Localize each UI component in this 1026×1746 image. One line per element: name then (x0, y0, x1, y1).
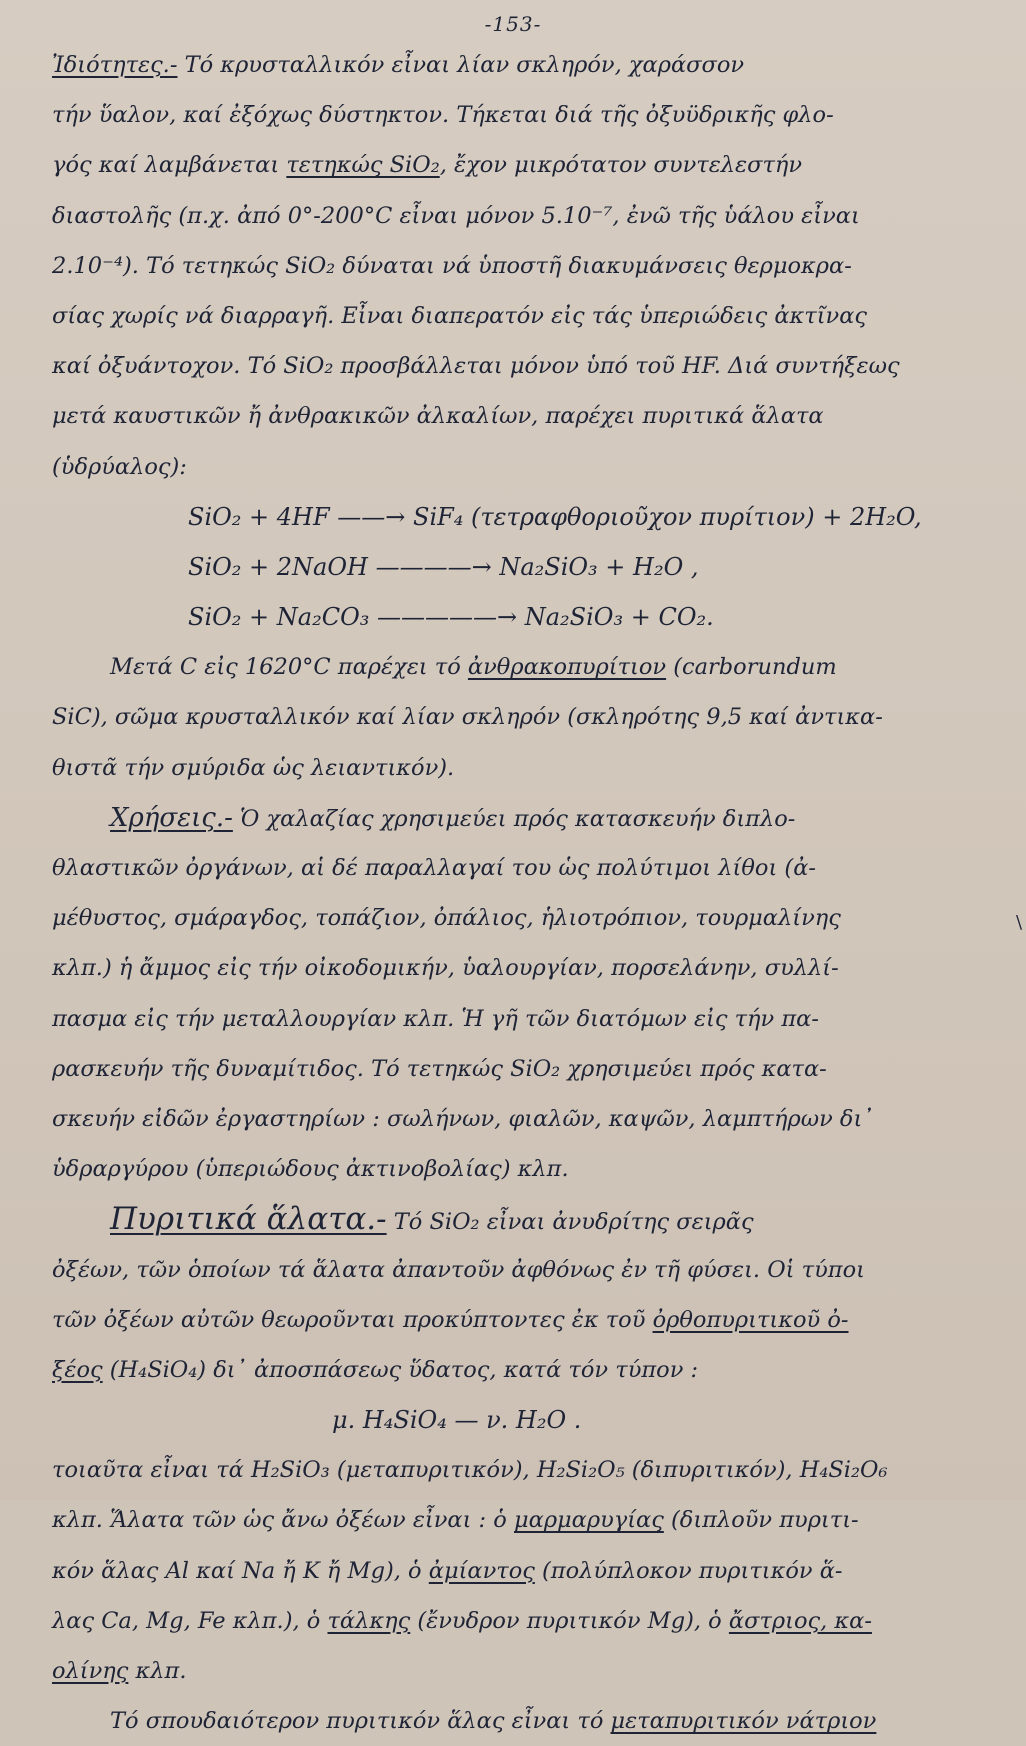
line-text-tail: (ἔνυδρον πυριτικόν Mg), ὁ (410, 1607, 729, 1634)
text-line (52, 492, 982, 542)
line-text-tail: (διπλοῦν πυριτι- (663, 1507, 859, 1534)
line-text: καί ὀξυάντοχον. Τό SiO₂ προσβάλλεται μόνον ὑπό τοῦ HF. Διά συντήξεως (52, 353, 900, 380)
text-line (52, 391, 982, 441)
line-text-tail: , ἔχον μικρότατον συντελεστήν (439, 152, 803, 179)
underlined-term: Πυριτικά ἅλατα.- (110, 1201, 387, 1238)
text-line (52, 943, 982, 993)
text-line (52, 692, 982, 742)
text-line (52, 893, 982, 943)
line-text: SiC), σῶμα κρυσταλλικόν καί λίαν σκληρόν (σκληρότης 9,5 καί ἀντικα- (52, 704, 883, 731)
underlined-term: ἀνθρακοπυρίτιον (467, 654, 667, 681)
text-line (52, 1445, 982, 1495)
text-line (52, 40, 982, 90)
text-line (52, 1194, 982, 1244)
line-text: ὑδραργύρου (ὑπεριώδους ἀκτινοβολίας) κλπ. (52, 1156, 569, 1183)
text-line (52, 1646, 982, 1696)
text-line (52, 140, 982, 190)
text-line (52, 1495, 982, 1545)
underlined-term: τάλκης (327, 1607, 411, 1634)
line-text: Τό σπουδαιότερον πυριτικόν ἅλας εἶναι τό (110, 1708, 611, 1735)
line-text: μετά καυστικῶν ἤ ἀνθρακικῶν ἀλκαλίων, παρέχει πυριτικά ἅλατα (52, 403, 824, 430)
text-line (52, 743, 982, 793)
text-line (52, 291, 982, 341)
line-text: 2.10⁻⁴). Τό τετηκώς SiO₂ δύναται νά ὑποστῆ διακυμάνσεις θερμοκρα- (52, 252, 852, 279)
underlined-term: ολίνης (52, 1658, 129, 1684)
line-text: μέθυστος, σμάραγδος, τοπάζιον, ὀπάλιος, ἡλιοτρόπιον, τουρμαλίνης (52, 905, 841, 932)
line-text: τήν ὕαλον, καί ἐξόχως δύστηκτον. Τήκεται διά τῆς ὀξυϋδρικῆς φλο- (52, 102, 834, 129)
text-line (52, 442, 982, 492)
line-text: τῶν ὀξέων αὐτῶν θεωροῦνται προκύπτοντες ἐκ τοῦ (52, 1306, 653, 1333)
underlined-term: μεταπυριτικόν νάτριον (610, 1708, 877, 1735)
line-text: Μετά C εἰς 1620°C παρέχει τό (110, 654, 468, 681)
text-line (52, 1696, 982, 1746)
text-line (52, 1094, 982, 1144)
line-text: ὀξέων, τῶν ὁποίων τά ἅλατα ἀπαντοῦν ἀφθόνως ἐν τῆ φύσει. Οἱ τύποι (52, 1256, 865, 1283)
text-line (52, 1546, 982, 1596)
text-line (52, 843, 982, 893)
line-text-tail: κλπ. (128, 1658, 187, 1684)
text-line (52, 1295, 982, 1345)
line-text: λας Ca, Mg, Fe κλπ.), ὁ (52, 1607, 328, 1634)
text-line (52, 1144, 982, 1194)
line-text: πασμα εἰς τήν μεταλλουργίαν κλπ. Ἡ γῆ τῶν διατόμων εἰς τήν πα- (52, 1005, 819, 1032)
text-line (52, 241, 982, 291)
page-number: -153- (484, 12, 542, 36)
line-text: διαστολῆς (π.χ. ἀπό 0°-200°C εἶναι μόνον 5.10⁻⁷, ἐνῶ τῆς ὑάλου εἶναι (52, 202, 860, 229)
text-line (52, 90, 982, 140)
text-line (52, 1596, 982, 1646)
line-text: θιστᾶ τήν σμύριδα ὡς λειαντικόν). (52, 754, 455, 781)
line-text: θλαστικῶν ὀργάνων, αἱ δέ παραλλαγαί του ὡς πολύτιμοι λίθοι (ἀ- (52, 855, 816, 881)
text-line (52, 1345, 982, 1395)
margin-mark: \ (1016, 912, 1023, 933)
underlined-term: ἀμίαντος (428, 1557, 535, 1584)
line-text-tail: (πολύπλοκον πυριτικόν ἅ- (534, 1557, 843, 1584)
line-text: κλπ. Ἅλατα τῶν ὡς ἄνω ὀξέων εἶναι : ὁ (52, 1507, 514, 1534)
text-line (52, 191, 982, 241)
text-line (52, 994, 982, 1044)
text-line (52, 793, 982, 843)
line-text: SiO₂ + 4HF ——→ SiF₄ (τετραφθοριοῦχον πυρίτιον) + 2H₂O, (188, 502, 922, 531)
line-text: SiO₂ + Na₂CO₃ —————→ Na₂SiO₃ + CO₂. (188, 603, 714, 632)
line-text: μ. H₄SiO₄ — ν. H₂O . (332, 1406, 582, 1435)
text-line (52, 341, 982, 391)
line-text-tail: (carborundum (666, 654, 837, 681)
line-text-tail: (H₄SiO₄) δι᾽ ἀποσπάσεως ὕδατος, κατά τόν τύπον : (102, 1356, 699, 1383)
handwritten-text-body (52, 40, 982, 1746)
line-text: τοιαῦτα εἶναι τά H₂SiO₃ (μεταπυριτικόν), H₂Si₂O₅ (διπυριτικόν), H₄Si₂O₆ (52, 1457, 888, 1484)
underlined-term: ξέος (52, 1356, 103, 1383)
line-text: ρασκευήν τῆς δυναμίτιδος. Τό τετηκώς SiO₂ χρησιμεύει πρός κατα- (52, 1055, 827, 1082)
line-text: SiO₂ + 2NaOH ————→ Na₂SiO₃ + H₂O , (188, 552, 699, 581)
underlined-term: Χρήσεις.- (110, 802, 233, 833)
underlined-term: τετηκώς SiO₂ (286, 152, 440, 179)
text-line (52, 542, 982, 592)
underlined-term: ἄστριος, κα- (728, 1607, 872, 1634)
line-text: σκευήν εἰδῶν ἐργαστηρίων : σωλήνων, φιαλῶν, καψῶν, λαμπτήρων δι᾽ (52, 1105, 874, 1132)
text-line (52, 1245, 982, 1295)
line-text: γός καί λαμβάνεται (52, 152, 287, 179)
line-text: κόν ἅλας Al καί Na ἤ K ἤ Mg), ὁ (52, 1557, 429, 1584)
line-text-tail: Τό κρυσταλλικόν εἶναι λίαν σκληρόν, χαράσσον (177, 52, 745, 78)
line-text: (ὑδρύαλος): (52, 453, 187, 480)
text-line (52, 1395, 982, 1445)
line-text-tail: Τό SiO₂ εἶναι ἀνυδρίτης σειρᾶς (386, 1209, 754, 1236)
text-line (52, 592, 982, 642)
underlined-term: μαρμαρυγίας (514, 1507, 664, 1534)
underlined-term: Ἰδιότητες.- (52, 52, 178, 78)
line-text: σίας χωρίς νά διαρραγῆ. Εἶναι διαπερατόν εἰς τάς ὑπεριώδεις ἀκτῖνας (52, 302, 868, 329)
text-line (52, 1044, 982, 1094)
underlined-term: ὀρθοπυριτικοῦ ὀ- (652, 1306, 849, 1333)
line-text: κλπ.) ἡ ἄμμος εἰς τήν οἰκοδομικήν, ὑαλουργίαν, πορσελάνην, συλλί- (52, 955, 839, 982)
line-text-tail: Ὁ χαλαζίας χρησιμεύει πρός κατασκευήν διπλο- (232, 805, 796, 832)
text-line (52, 642, 982, 692)
